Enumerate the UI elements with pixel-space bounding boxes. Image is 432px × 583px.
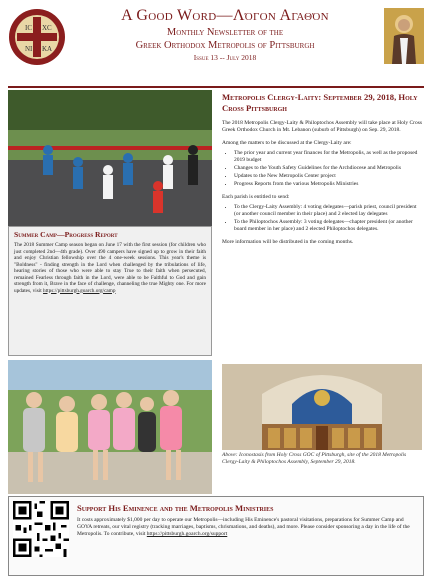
newsletter-subtitle-2: Greek Orthodox Metropolis of Pittsburgh xyxy=(135,40,315,51)
masthead xyxy=(8,6,424,84)
support-text: It costs approximately $1,000 per day to operate our Metropolis—including His Eminence's pastoral visitations, preparations for Summer Camp and GOYA retreats, our vital registry (tracking marriages, baptisms, chrismations, and deaths), and more. Please consider sponsoring a day in the life of the Metropolis. To contribute, visit xyxy=(77,517,410,537)
summer-camp-heading: Summer Camp—Progress Report xyxy=(14,230,118,239)
clergy-laity-more: More information will be distributed in the coming months. xyxy=(222,239,354,245)
clergy-laity-among: Among the matters to be discussed at the Clergy-Laity are: xyxy=(222,140,352,146)
saint-icon xyxy=(384,8,424,64)
iconostasis-caption: Above: Iconostasis from Holy Cross GOC of Pittsburgh, site of the 2018 Metropolis Clergy-Laity & Philoptochos Assembly, September 29, 2018. xyxy=(222,452,407,465)
camp-kids-photo xyxy=(8,90,212,228)
clergy-laity-entitled: Each parish is entitled to send: xyxy=(222,194,290,200)
list-item: • Progress Reports from the various Metropolis Ministries xyxy=(234,181,422,188)
seal-letter-ka: KA xyxy=(42,45,53,53)
summer-camp-body xyxy=(14,242,206,294)
clergy-laity-intro: The 2018 Metropolis Clergy-Laity & Philoptochos Assembly will take place at Holy Cross Greek Orthodox Church in Mt. Lebanon (suburb of Pittsburgh) on Sep. 29, 2018. xyxy=(222,120,423,133)
header-rule xyxy=(8,86,424,88)
list-item: • To the Philoptochos Assembly: 3 voting delegates—chapter president (or another board member in her place) and 2 elected Philoptochos delegates. xyxy=(234,219,422,233)
campers-group-photo xyxy=(8,360,212,494)
seal-letter-ni: NI xyxy=(25,45,33,53)
support-link[interactable]: https://pittsburgh.goarch.org/support xyxy=(146,531,228,537)
clergy-laity-heading: Metropolis Clergy-Laity: September 29, 2018, Holy Cross Pittsburgh xyxy=(222,92,418,113)
support-heading: Support His Eminence and the Metropolis Ministries xyxy=(77,503,274,513)
metropolis-seal-icon xyxy=(8,8,66,66)
iconostasis-photo xyxy=(222,364,422,450)
support-body xyxy=(77,517,417,538)
seal-letter-xc: XC xyxy=(42,24,52,32)
seal-letter-ic: IC xyxy=(25,24,32,32)
summer-camp-box xyxy=(8,226,212,356)
list-item: • To the Clergy-Laity Assembly: 4 voting delegates—parish priest, council president (or another council member in their place) and 2 elected lay delegates xyxy=(234,204,422,218)
issue-line: Issue 13 -- July 2018 xyxy=(193,53,257,62)
newsletter-title: A Good Word—Λόγον Αγαθόν xyxy=(121,7,329,24)
clergy-laity-article xyxy=(222,92,422,246)
list-item: • The prior year and current year finances for the Metropolis, as well as the proposed 2019 budget xyxy=(234,150,422,164)
support-box xyxy=(8,496,424,576)
delegates-list xyxy=(222,204,422,233)
list-item: • Updates to the New Metropolis Center project xyxy=(234,173,422,180)
masthead-text xyxy=(70,6,380,64)
matters-list xyxy=(222,150,422,188)
newsletter-subtitle-1: Monthly Newsletter of the xyxy=(166,27,284,38)
camp-link[interactable]: https://pittsburgh.goarch.org/camp xyxy=(43,287,116,294)
qr-code-icon[interactable] xyxy=(13,501,69,557)
list-item: • Changes to the Youth Safety Guidelines for the Archdiocese and Metropolis xyxy=(234,165,422,172)
summer-camp-text: The 2018 Summer Camp season began on June 17 with the first session (for children who just completed 2nd—4th grade). Over 490 campers have signed up to grow in their faith and enjoy Christian fellowship over the 4 one-week sessions. This year's theme is "Boldness" - finding strength in the Lord when challenged by the tribulations of life, hearing stories of those who were able to stay True to their faith when persecuted, remained Fearless through faith in the Lord, were able to be Faithful to God and gain strength from it, Brave in the face of challenge, channeling the true Mighty one. For more updates, visit xyxy=(14,242,206,294)
